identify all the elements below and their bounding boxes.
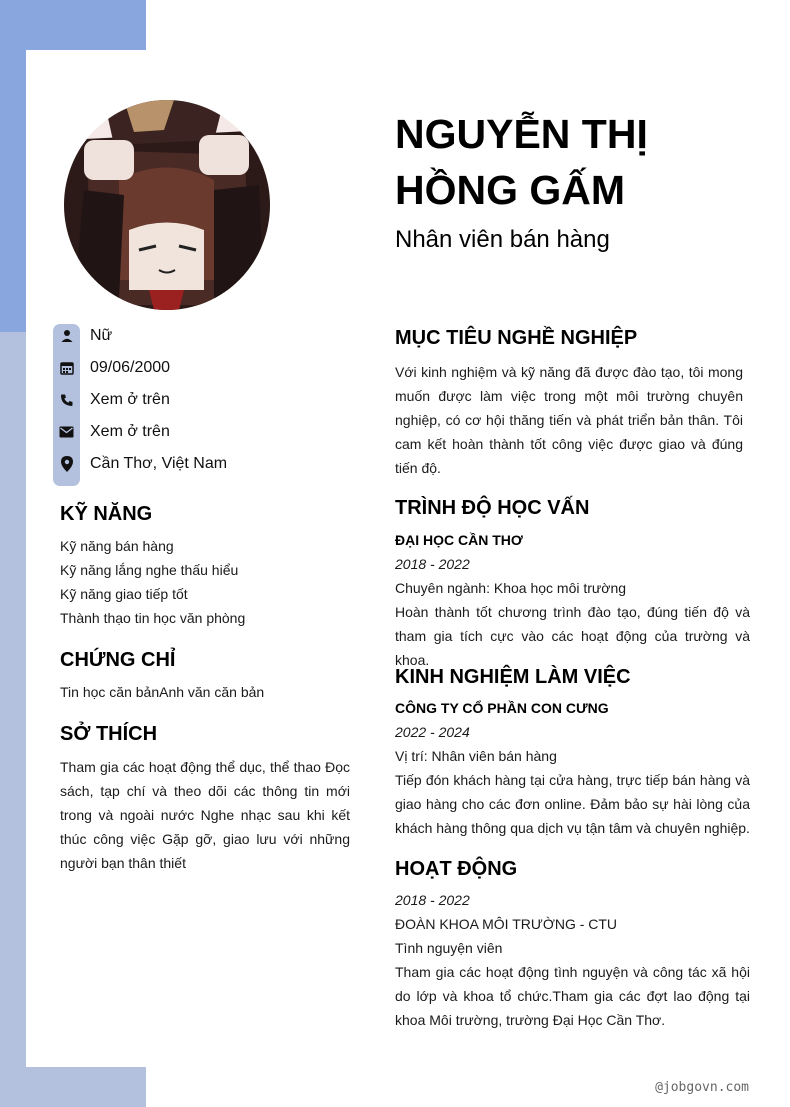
phone-icon	[53, 388, 80, 412]
contact-gender	[53, 324, 112, 348]
name-line-2: HỒNG GẤM	[395, 167, 626, 213]
watermark: @jobgovn.com	[655, 1080, 749, 1095]
skill-item: Kỹ năng giao tiếp tốt	[60, 586, 188, 602]
email-value: Xem ở trên	[90, 423, 170, 440]
skill-item: Thành thạo tin học văn phòng	[60, 610, 246, 626]
hobbies-text: Tham gia các hoạt động thể dục, thể thao Đọc sách, tạp chí và theo dõi các thông tin mới trong và ngoài nước Nghe nhạc sau khi kết thúc công việc Gặp gỡ, giao lưu với những người bạn thân thiết	[60, 759, 350, 871]
contact-email	[53, 420, 170, 444]
experience-description: Tiếp đón khách hàng tại cửa hàng, trực tiếp bán hàng và giao hàng cho các đơn online. Đảm bảo sự hài lòng của khách hàng thông qua dịch vụ tận tâm và chuyên nghiệp.	[395, 772, 750, 836]
skills-heading: KỸ NĂNG	[60, 503, 153, 525]
objective-text: Với kinh nghiệm và kỹ năng đã được đào tạo, tôi mong muốn được làm việc trong một môi trường chuyên nghiệp, có cơ hội thăng tiến và phát triển bản thân. Tôi cam kết hoàn thành tốt công việc được giao và đúng tiến độ.	[395, 364, 743, 476]
experience-position: Vị trí: Nhân viên bán hàng	[395, 748, 557, 764]
skill-item: Kỹ năng lắng nghe thấu hiểu	[60, 562, 239, 578]
phone-value: Xem ở trên	[90, 391, 170, 408]
experience-company: CÔNG TY CỔ PHẦN CON CƯNG	[395, 700, 609, 716]
candidate-name	[395, 106, 765, 218]
activities-description: Tham gia các hoạt động tình nguyện và công tác xã hội do lớp và khoa tổ chức.Tham gia các đợt lao động tại khoa Môi trường, trường Đại Học Cần Thơ.	[395, 964, 750, 1028]
location-icon	[53, 452, 80, 476]
certificates-heading: CHỨNG CHỈ	[60, 649, 176, 671]
contact-address	[53, 452, 227, 476]
experience-heading: KINH NGHIỆM LÀM VIỆC	[395, 666, 631, 688]
activities-organization: ĐOÀN KHOA MÔI TRƯỜNG - CTU	[395, 916, 618, 932]
calendar-icon	[53, 356, 80, 380]
skill-item: Kỹ năng bán hàng	[60, 538, 174, 554]
job-title: Nhân viên bán hàng	[395, 226, 610, 253]
gender-value: Nữ	[90, 327, 113, 344]
avatar-illustration	[64, 100, 270, 310]
certificates-text: Tin học căn bảnAnh văn căn bản	[60, 684, 265, 700]
address-value: Cần Thơ, Việt Nam	[90, 455, 228, 472]
person-icon	[53, 324, 80, 348]
education-period: 2018 - 2022	[395, 556, 470, 572]
mail-icon	[53, 420, 80, 444]
contact-phone	[53, 388, 170, 412]
education-school: ĐẠI HỌC CẦN THƠ	[395, 532, 523, 548]
hobbies-heading: SỞ THÍCH	[60, 723, 158, 745]
avatar	[64, 100, 270, 310]
birthdate-value: 09/06/2000	[90, 359, 171, 376]
objective-heading: MỤC TIÊU NGHỀ NGHIỆP	[395, 327, 638, 349]
activities-period: 2018 - 2022	[395, 892, 470, 908]
activities-heading: HOẠT ĐỘNG	[395, 858, 518, 880]
contact-birthdate	[53, 356, 170, 380]
education-description: Hoàn thành tốt chương trình đào tạo, đúng tiến độ và tham gia tích cực vào các hoạt động của trường và khoa.	[395, 604, 750, 668]
name-line-1: NGUYỄN THỊ	[395, 111, 648, 157]
education-heading: TRÌNH ĐỘ HỌC VẤN	[395, 497, 590, 519]
activities-role: Tình nguyện viên	[395, 940, 503, 956]
experience-period: 2022 - 2024	[395, 724, 470, 740]
education-major: Chuyên ngành: Khoa học môi trường	[395, 580, 627, 596]
